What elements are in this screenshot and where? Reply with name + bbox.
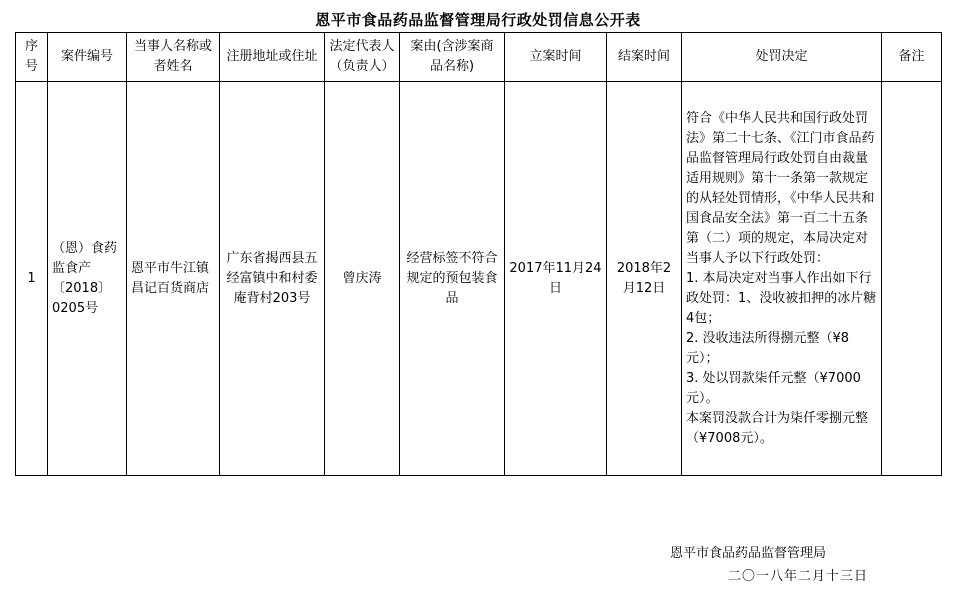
header-filing-date: 立案时间 bbox=[505, 33, 607, 82]
header-closing-date: 结案时间 bbox=[607, 33, 682, 82]
header-address: 注册地址或住址 bbox=[220, 33, 325, 82]
penalty-table bbox=[15, 32, 942, 476]
table-row bbox=[16, 82, 942, 476]
footer-organization: 恩平市食品药品监督管理局 bbox=[670, 546, 827, 561]
header-remark: 备注 bbox=[882, 33, 942, 82]
header-representative: 法定代表人（负责人） bbox=[325, 33, 400, 82]
cell-decision bbox=[682, 82, 882, 476]
header-party: 当事人名称或者姓名 bbox=[127, 33, 220, 82]
document-title: 恩平市食品药品监督管理局行政处罚信息公开表 bbox=[315, 11, 641, 29]
cell-case-no: （恩）食药监食产〔2018〕0205号 bbox=[48, 82, 127, 476]
cell-filing-date: 2017年11月24日 bbox=[505, 82, 607, 476]
cell-representative: 曾庆涛 bbox=[325, 82, 400, 476]
header-index: 序号 bbox=[16, 33, 48, 82]
cell-remark bbox=[882, 82, 942, 476]
cell-cause: 经营标签不符合规定的预包装食品 bbox=[400, 82, 505, 476]
header-cause: 案由(含涉案商品名称) bbox=[400, 33, 505, 82]
cell-closing-date: 2018年2月12日 bbox=[607, 82, 682, 476]
decision-item-1: 1. 本局决定对当事人作出如下行政处罚：1、没收被扣押的冰片糖4包； bbox=[686, 270, 877, 326]
header-case-no: 案件编号 bbox=[48, 33, 127, 82]
cell-party: 恩平市牛江镇昌记百货商店 bbox=[127, 82, 220, 476]
table-header-row bbox=[16, 33, 942, 82]
decision-item-2: 2. 没收违法所得捌元整（¥8元）； bbox=[686, 330, 850, 366]
decision-total: 本案罚没款合计为柒仟零捌元整（¥7008元）。 bbox=[686, 410, 869, 446]
footer-date: 二〇一八年二月十三日 bbox=[728, 569, 869, 584]
cell-address: 广东省揭西县五经富镇中和村委庵背村203号 bbox=[220, 82, 325, 476]
cell-index: 1 bbox=[16, 82, 48, 476]
decision-item-3: 3. 处以罚款柒仟元整（¥7000元）。 bbox=[686, 370, 861, 406]
header-decision: 处罚决定 bbox=[682, 33, 882, 82]
decision-basis: 符合《中华人民共和国行政处罚法》第二十七条、《江门市食品药品监督管理局行政处罚自由裁量适用规则》第十一条第一款规定的从轻处罚情形，《中华人民共和国食品安全法》第一百二十五条第（二）项的规定，本局决定对当事人予以下行政处罚： bbox=[686, 110, 875, 266]
